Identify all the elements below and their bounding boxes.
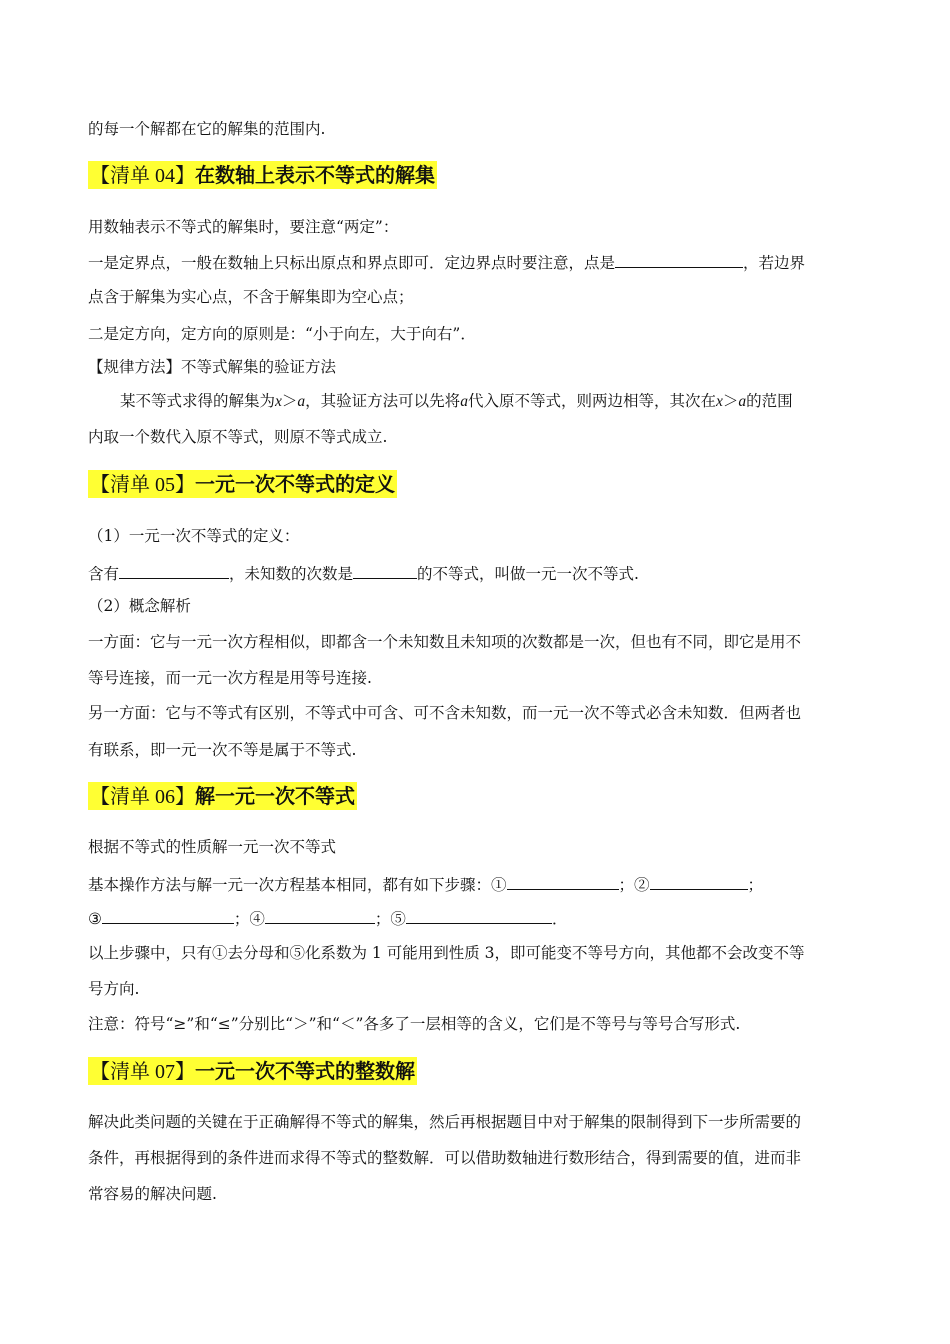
intro-tail-text: 的每一个解都在它的解集的范围内. bbox=[88, 120, 326, 138]
step-3-blank[interactable] bbox=[102, 906, 234, 924]
s06-steps-line-2: ③ ；④ ；⑤ ． bbox=[88, 906, 567, 930]
method-label: 【规律方法】不等式解集的验证方法 bbox=[88, 358, 337, 376]
answer-blank[interactable] bbox=[615, 250, 743, 268]
answer-blank[interactable] bbox=[353, 561, 417, 579]
s04-paragraph-4: 二是定方向，定方向的原则是：“小于向左，大于向右”． bbox=[88, 325, 476, 343]
s06-note: 注意：符号“≥”和“≤”分别比“＞”和“＜”各多了一层相等的含义，它们是不等号与等号合写形式. bbox=[88, 1015, 741, 1033]
s05-paragraph-3: （2）概念解析 bbox=[88, 597, 191, 615]
section-06-heading bbox=[88, 782, 357, 810]
section-04-tag: 【清单 04】 bbox=[90, 165, 195, 187]
s05-paragraph-6: 另一方面：它与不等式有区别，不等式中可含、可不含未知数，而一元一次不等式必含未知数．但两者也 bbox=[88, 704, 802, 722]
section-07-tag: 【清单 07】 bbox=[90, 1061, 195, 1083]
s07-paragraph-1: 解决此类问题的关键在于正确解得不等式的解集，然后再根据题目中对于解集的限制得到下一步所需要的 bbox=[88, 1113, 802, 1131]
s04-paragraph-1: 用数轴表示不等式的解集时，要注意“两定”： bbox=[88, 218, 399, 236]
s04-method-line-1: 某不等式求得的解集为x＞a，其验证方法可以先将a代入原不等式，则两边相等，其次在x＞a的范围 bbox=[120, 392, 793, 410]
step-2-blank[interactable] bbox=[650, 872, 748, 890]
s05-paragraph-5: 等号连接，而一元一次方程是用等号连接. bbox=[88, 669, 372, 687]
s06-paragraph-4: 以上步骤中，只有①去分母和⑤化系数为 1 可能用到性质 3，即可能变不等号方向，其他都不会改变不等 bbox=[88, 944, 805, 962]
step-5-blank[interactable] bbox=[406, 906, 552, 924]
s04-paragraph-2: 一是定界点，一般在数轴上只标出原点和界点即可．定边界点时要注意，点是 ，若边界 bbox=[88, 250, 805, 274]
step-4-blank[interactable] bbox=[265, 906, 375, 924]
s05-paragraph-7: 有联系，即一元一次不等是属于不等式. bbox=[88, 741, 357, 759]
section-04-title: 在数轴上表示不等式的解集 bbox=[195, 163, 435, 187]
s05-paragraph-1: （1）一元一次不等式的定义： bbox=[88, 527, 300, 545]
answer-blank[interactable] bbox=[119, 561, 229, 579]
s06-paragraph-5: 号方向. bbox=[88, 980, 140, 998]
s05-paragraph-2: 含有 ，未知数的次数是 的不等式，叫做一元一次不等式. bbox=[88, 561, 639, 585]
s05-paragraph-4: 一方面：它与一元一次方程相似，即都含一个未知数且未知项的次数都是一次，但也有不同，即它是用不 bbox=[88, 633, 802, 651]
section-06-title: 解一元一次不等式 bbox=[195, 784, 355, 808]
s04-paragraph-3: 点含于解集为实心点，不含于解集即为空心点； bbox=[88, 288, 414, 306]
section-05-title: 一元一次不等式的定义 bbox=[195, 472, 395, 496]
section-07-heading bbox=[88, 1057, 417, 1085]
step-1-blank[interactable] bbox=[507, 872, 619, 890]
section-04-heading bbox=[88, 161, 437, 189]
section-05-heading bbox=[88, 470, 397, 498]
section-05-tag: 【清单 05】 bbox=[90, 474, 195, 496]
s07-paragraph-3: 常容易的解决问题. bbox=[88, 1185, 217, 1203]
s06-steps-line-1: 基本操作方法与解一元一次方程基本相同，都有如下步骤：① ；② ； bbox=[88, 872, 763, 896]
section-06-tag: 【清单 06】 bbox=[90, 786, 195, 808]
s07-paragraph-2: 条件，再根据得到的条件进而求得不等式的整数解．可以借助数轴进行数形结合，得到需要的值，进而非 bbox=[88, 1149, 802, 1167]
s06-paragraph-1: 根据不等式的性质解一元一次不等式 bbox=[88, 838, 337, 856]
s04-method-line-2: 内取一个数代入原不等式，则原不等式成立. bbox=[88, 428, 388, 446]
section-07-title: 一元一次不等式的整数解 bbox=[195, 1059, 415, 1083]
